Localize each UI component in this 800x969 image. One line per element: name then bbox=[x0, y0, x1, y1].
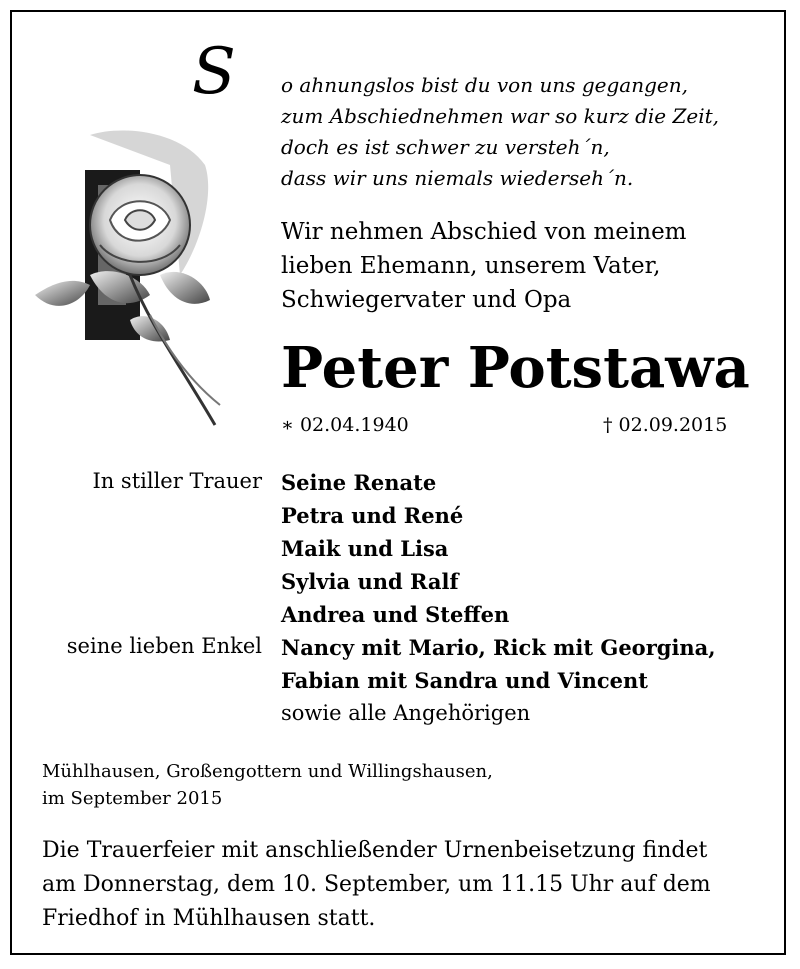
mourner-closing: sowie alle Angehörigen bbox=[281, 701, 531, 725]
label-enkel: seine lieben Enkel bbox=[66, 634, 262, 658]
intro-line: lieben Ehemann, unserem Vater, bbox=[281, 253, 661, 279]
service-line: Friedhof in Mühlhausen statt. bbox=[42, 906, 376, 931]
poem-line: zum Abschiednehmen war so kurz die Zeit, bbox=[281, 104, 719, 128]
intro-line: Wir nehmen Abschied von meinem bbox=[281, 219, 687, 245]
mourner-name: Sylvia und Ralf bbox=[281, 569, 459, 594]
deceased-name: Peter Potstawa bbox=[281, 335, 750, 401]
poem bbox=[281, 70, 719, 194]
mourner-name: Seine Renate bbox=[281, 470, 437, 495]
place-line: im September 2015 bbox=[42, 788, 223, 809]
birth-date: ∗ 02.04.1940 bbox=[281, 414, 409, 436]
poem-line: doch es ist schwer zu versteh´n, bbox=[281, 135, 610, 159]
mourner-name: Andrea und Steffen bbox=[281, 602, 510, 627]
mourner-name: Maik und Lisa bbox=[281, 536, 449, 561]
intro-line: Schwiegervater und Opa bbox=[281, 287, 572, 313]
service-line: am Donnerstag, dem 10. September, um 11.15 Uhr auf dem bbox=[42, 872, 711, 897]
service-info bbox=[42, 834, 711, 936]
poem-dropcap: S bbox=[192, 35, 236, 109]
place-date bbox=[42, 758, 493, 812]
mourner-name: Nancy mit Mario, Rick mit Georgina, bbox=[281, 635, 716, 660]
intro-text bbox=[281, 215, 687, 317]
rose-icon bbox=[30, 125, 230, 445]
mourners-list bbox=[281, 466, 716, 730]
place-line: Mühlhausen, Großengottern und Willingshausen, bbox=[42, 761, 493, 782]
poem-line: dass wir uns niemals wiederseh´n. bbox=[281, 166, 634, 190]
label-stiller-trauer: In stiller Trauer bbox=[92, 469, 262, 493]
death-date: † 02.09.2015 bbox=[603, 414, 728, 436]
poem-line: o ahnungslos bist du von uns gegangen, bbox=[281, 73, 688, 97]
service-line: Die Trauerfeier mit anschließender Urnenbeisetzung findet bbox=[42, 838, 708, 863]
mourner-name: Petra und René bbox=[281, 503, 464, 528]
mourner-name: Fabian mit Sandra und Vincent bbox=[281, 668, 648, 693]
